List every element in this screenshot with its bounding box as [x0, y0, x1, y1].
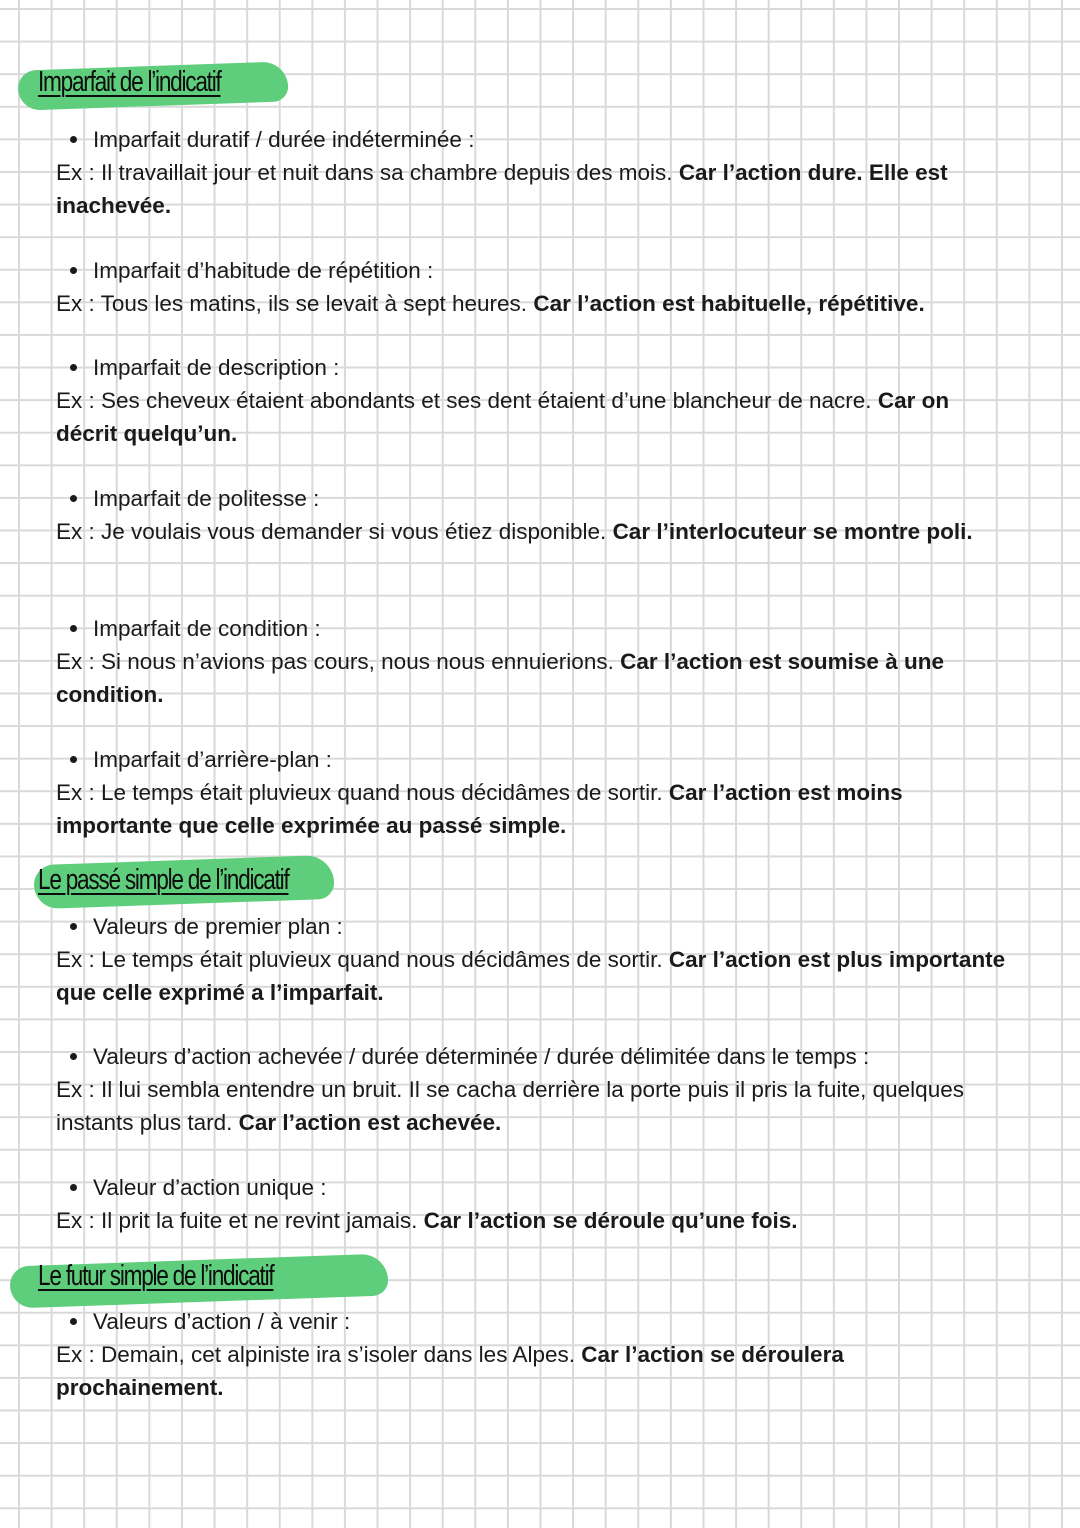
item-title: Valeurs de premier plan :: [93, 914, 343, 939]
item-title: Valeurs d’action achevée / durée déterminée / durée délimitée dans le temps :: [93, 1044, 870, 1069]
item-title: Imparfait duratif / durée indéterminée :: [93, 127, 475, 152]
bullet-icon: [70, 364, 77, 371]
item-example: Ex : Le temps était pluvieux quand nous décidâmes de sortir.: [56, 947, 663, 972]
list-item: [56, 1171, 1006, 1237]
item-reason: Car l’action est soumise à une condition.: [56, 649, 944, 707]
item-example: Ex : Il prit la fuite et ne revint jamais.: [56, 1208, 418, 1233]
list-item: [56, 743, 1006, 842]
item-example: Ex : Tous les matins, ils se levait à sept heures.: [56, 291, 528, 316]
item-example: Ex : Il travaillait jour et nuit dans sa chambre depuis des mois.: [56, 160, 673, 185]
bullet-icon: [70, 1184, 77, 1191]
list-item: [56, 254, 1006, 320]
item-reason: Car l’action est moins importante que celle exprimée au passé simple.: [56, 780, 903, 838]
item-example: Ex : Il lui sembla entendre un bruit. Il se cacha derrière la porte puis il pris la fuite, quelques instants plus tard.: [56, 1077, 964, 1135]
bullet-icon: [70, 923, 77, 930]
item-title: Imparfait d’habitude de répétition :: [93, 258, 434, 283]
section-heading: Le futur simple de l’indicatif: [38, 1260, 274, 1292]
item-title: Valeurs d’action / à venir :: [93, 1309, 351, 1334]
bullet-icon: [70, 756, 77, 763]
section-heading: Le passé simple de l’indicatif: [38, 864, 289, 896]
item-reason: Car l’action se déroulera prochainement.: [56, 1342, 844, 1400]
bullet-icon: [70, 136, 77, 143]
item-reason: Car l’action est plus importante que celle exprimé a l’imparfait.: [56, 947, 1006, 1005]
item-title: Imparfait de description :: [93, 355, 340, 380]
item-example: Ex : Je voulais vous demander si vous étiez disponible.: [56, 519, 607, 544]
bullet-icon: [70, 625, 77, 632]
item-reason: Car l’action est achevée.: [238, 1110, 502, 1135]
item-title: Imparfait de politesse :: [93, 486, 320, 511]
bullet-icon: [70, 495, 77, 502]
item-reason: Car l’action est habituelle, répétitive.: [533, 291, 925, 316]
bullet-icon: [70, 1318, 77, 1325]
list-item: [56, 351, 1006, 450]
item-example: Ex : Demain, cet alpiniste ira s’isoler dans les Alpes.: [56, 1342, 575, 1367]
item-example: Ex : Ses cheveux étaient abondants et ses dent étaient d’une blancheur de nacre.: [56, 388, 872, 413]
item-reason: Car l’action se déroule qu’une fois.: [423, 1208, 798, 1233]
item-title: Imparfait d’arrière-plan :: [93, 747, 332, 772]
list-item: [56, 910, 1006, 1009]
list-item: [56, 1305, 1006, 1404]
list-item: [56, 1040, 1006, 1139]
item-reason: Car l’action dure. Elle est inachevée.: [56, 160, 948, 218]
section-heading: Imparfait de l’indicatif: [38, 66, 221, 98]
list-item: [56, 482, 1006, 548]
bullet-icon: [70, 1053, 77, 1060]
item-title: Valeur d’action unique :: [93, 1175, 327, 1200]
list-item: [56, 612, 1006, 711]
item-reason: Car on décrit quelqu’un.: [56, 388, 950, 446]
item-title: Imparfait de condition :: [93, 616, 321, 641]
item-reason: Car l’interlocuteur se montre poli.: [612, 519, 973, 544]
bullet-icon: [70, 267, 77, 274]
item-example: Ex : Le temps était pluvieux quand nous décidâmes de sortir.: [56, 780, 663, 805]
item-example: Ex : Si nous n’avions pas cours, nous nous ennuierions.: [56, 649, 614, 674]
list-item: [56, 123, 1006, 222]
